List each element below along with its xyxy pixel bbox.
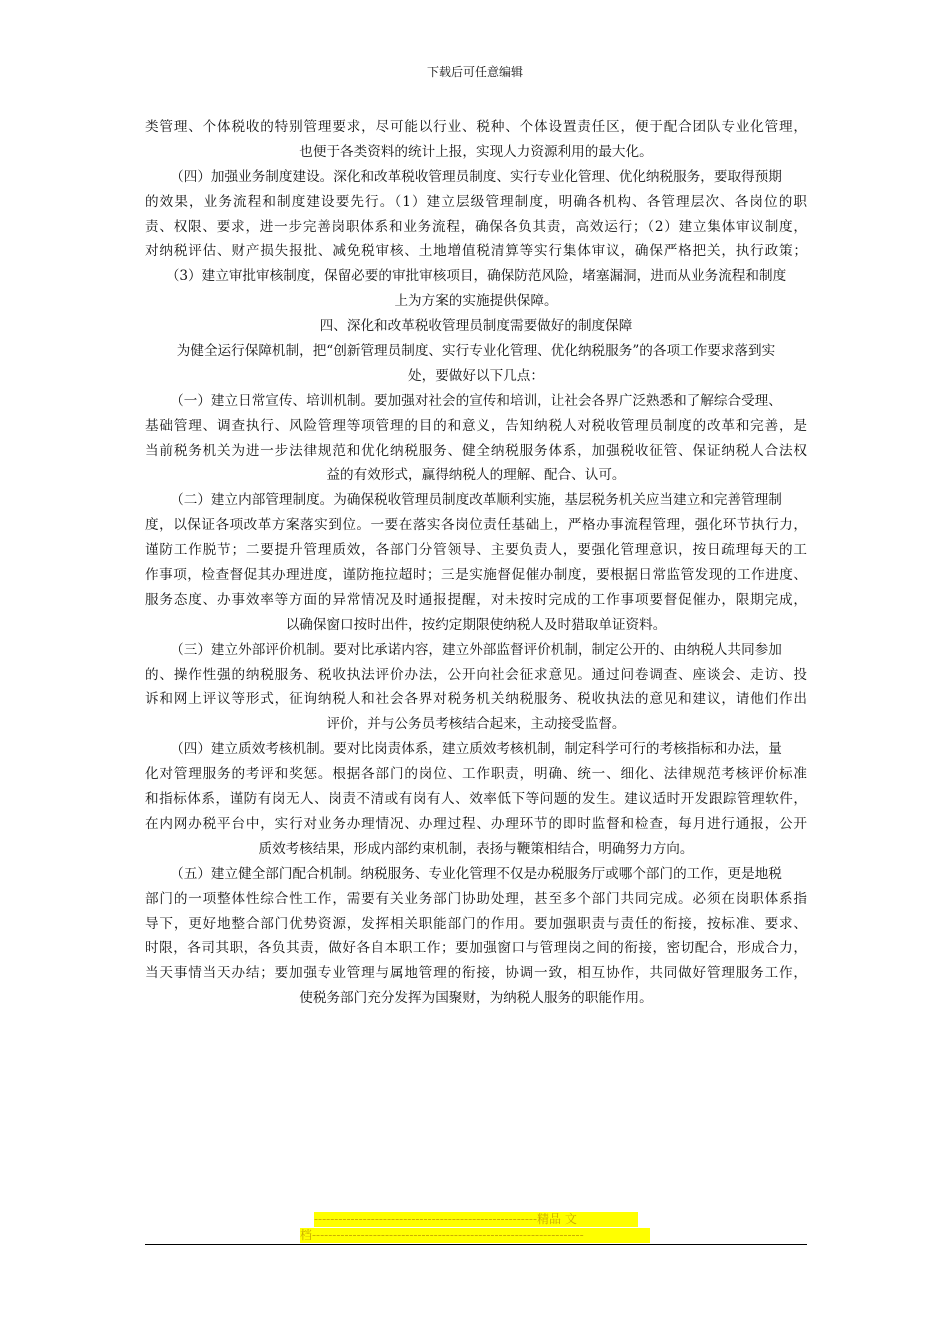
text-line: 处，要做好以下几点：: [408, 367, 544, 384]
text-line: 作事项，检查督促其办理进度，谨防拖拉超时；三是实施督促催办制度，要根据日常监管发现的工作进度、: [145, 567, 807, 584]
text-line: 当前税务机关为进一步法律规范和优化纳税服务、健全纳税服务体系，加强税收征管、保证纳税人合法权: [145, 442, 807, 459]
text-line: （四）加强业务制度建设。深化和改革税收管理员制度、实行专业化管理、优化纳税服务，要取得预期: [170, 168, 782, 185]
text-line: 导下，更好地整合部门优势资源，发挥相关职能部门的作用。要加强职责与责任的衔接，按标准、要求、: [145, 915, 807, 932]
footer-divider: [145, 1244, 807, 1245]
document-body: [145, 115, 807, 1011]
text-line: 谨防工作脱节；二要提升管理质效，各部门分管领导、主要负责人，要强化管理意识，按日疏理每天的工: [145, 542, 807, 559]
text-line: 化对管理服务的考评和奖惩。根据各部门的岗位、工作职责，明确、统一、细化、法律规范考核评价标准: [145, 766, 807, 783]
text-line: 类管理、个体税收的特别管理要求，尽可能以行业、税种、个体设置责任区，便于配合团队专业化管理，: [145, 119, 807, 135]
text-line: 上为方案的实施提供保障。: [394, 293, 558, 310]
text-line: 服务态度、办事效率等方面的异常情况及时通报提醒，对未按时完成的工作事项要督促催办，限期完成，: [145, 591, 807, 608]
text-line: 益的有效形式，赢得纳税人的理解、配合、认可。: [326, 467, 626, 484]
text-line: 为健全运行保障机制，把“创新管理员制度、实行专业化管理、优化纳税服务”的各项工作要求落到实: [176, 343, 776, 360]
text-line: 和指标体系，谨防有岗无人、岗责不清或有岗有人、效率低下等问题的发生。建议适时开发跟踪管理软件，: [145, 791, 807, 808]
text-line: 部门的一项整体性综合性工作，需要有关业务部门协助处理，甚至多个部门共同完成。必须在岗职体系指: [145, 890, 807, 907]
text-line: 时限，各司其职，各负其责，做好各自本职工作；要加强窗口与管理岗之间的衔接，密切配合，形成合力，: [145, 940, 807, 957]
text-line: （3）建立审批审核制度，保留必要的审批审核项目，确保防范风险，堵塞漏洞，进而从业务流程和制度: [165, 268, 787, 285]
text-line: 在内网办税平台中，实行对业务办理情况、办理过程、办理环节的即时监督和检查，每月进行通报，公开: [145, 815, 807, 832]
text-line: 四、深化和改革税收管理员制度需要做好的制度保障: [319, 318, 633, 335]
text-line: （四）建立质效考核机制。要对比岗责体系，建立质效考核机制，制定科学可行的考核指标和办法，量: [170, 741, 782, 758]
page-header: 下载后可任意编辑: [426, 65, 523, 79]
text-line: 的效果，业务流程和制度建设要先行。（1）建立层级管理制度，明确各机构、各管理层次、各岗位的职: [145, 193, 807, 210]
text-line: 质效考核结果，形成内部约束机制，表扬与鞭策相结合，明确努力方向。: [258, 840, 694, 857]
text-line: （三）建立外部评价机制。要对比承诺内容，建立外部监督评价机制，制定公开的、由纳税人共同参加: [170, 641, 782, 658]
text-line: 评价，并与公务员考核结合起来，主动接受监督。: [326, 716, 626, 733]
text-line: 度，以保证各项改革方案落实到位。一要在落实各岗位责任基础上，严格办事流程管理，强化环节执行力，: [145, 517, 807, 534]
text-line: 责、权限、要求，进一步完善岗职体系和业务流程，确保各负其责，高效运行；（2）建立集体审议制度，: [145, 218, 807, 235]
text-line: （二）建立内部管理制度。为确保税收管理员制度改革顺利实施，基层税务机关应当建立和完善管理制: [170, 492, 782, 509]
text-line: 诉和网上评议等形式，征询纳税人和社会各界对税务机关纳税服务、税收执法的意见和建议，请他们作出: [145, 691, 807, 708]
text-line: 也便于各类资料的统计上报，实现人力资源利用的最大化。: [299, 143, 653, 160]
text-line: 当天事情当天办结；要加强专业管理与属地管理的衔接，协调一致，相互协作，共同做好管理服务工作，: [145, 965, 807, 982]
footer-line-1: -------------------------------------------------------精品 文: [314, 1212, 638, 1227]
text-line: 使税务部门充分发挥为国聚财，为纳税人服务的职能作用。: [299, 990, 653, 1007]
text-line: （一）建立日常宣传、培训机制。要加强对社会的宣传和培训，让社会各界广泛熟悉和了解综合受理、: [170, 392, 782, 409]
footer-watermark: [300, 1212, 650, 1243]
footer-line-2: 档-------------------------------------------------------------------: [300, 1228, 650, 1243]
text-line: 对纳税评估、财产损失报批、减免税审核、土地增值税清算等实行集体审议，确保严格把关，执行政策；: [145, 243, 807, 260]
text-line: 的、操作性强的纳税服务、税收执法评价办法，公开向社会征求意见。通过问卷调查、座谈会、走访、投: [145, 666, 807, 683]
text-line: 以确保窗口按时出件，按约定期限使纳税人及时猎取单证资料。: [285, 616, 667, 633]
text-line: （五）建立健全部门配合机制。纳税服务、专业化管理不仅是办税服务厅或哪个部门的工作，更是地税: [170, 865, 782, 882]
text-line: 基础管理、调查执行、风险管理等项管理的目的和意义，告知纳税人对税收管理员制度的改革和完善，是: [145, 417, 807, 434]
